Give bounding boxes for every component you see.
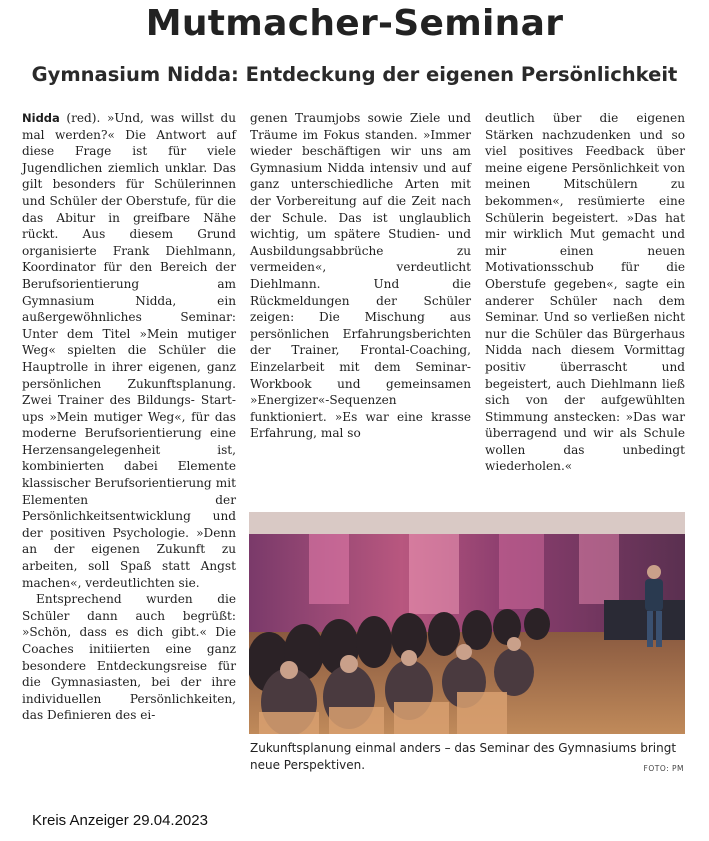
article-column-2 — [250, 110, 471, 442]
article-column-1 — [22, 110, 236, 750]
subheadline: Gymnasium Nidda: Entdeckung der eigenen Persönlichkeit — [31, 63, 678, 86]
article-paragraph: Entsprechend wurden die Schüler dann auch begrüßt: »Schön, dass es dich gibt.« Die Coaches initiierten eine ganz besondere Entdeckungsreise für die Gymnasiasten, bei der ihre individuellen Persönlichkeiten, das Definieren des ei- — [22, 592, 236, 723]
source-line: Kreis Anzeiger 29.04.2023 — [32, 812, 208, 829]
article-paragraph: deutlich über die eigenen Stärken nachzudenken und so viel positives Feedback über meine eigene Persönlichkeit von meinen Mitschülern zu bekommen«, resümierte eine Schülerin begeistert. »Das hat mir wirklich Mut gemacht und mir einen neuen Motivationsschub für die Oberstufe gegeben«, sagte ein anderer Schüler nach dem Seminar. Und so verließen nicht nur die Schüler das Bürgerhaus Nidda nach diesem Vormittag positiv überrascht und begeistert, auch Diehlmann ließ sich von der aufgewühlten Stimmung anstecken: »Das war überragend und wir als Schule wollen das unbedingt wiederholen.« — [485, 111, 685, 474]
dateline: Nidda — [22, 111, 60, 125]
photo-credit: FOTO: PM — [643, 764, 684, 773]
headline: Mutmacher-Seminar — [145, 3, 564, 44]
column-1-text: (red). »Und, was willst du mal werden?« Die Antwort auf diese Frage ist für viele Jugendlichen ziemlich unklar. Das gilt besonders für Schülerinnen und Schüler der Oberstufe, für die das Abitur in greifbare Nähe rückt. Aus diesem Grund organisierte Frank Diehlmann, Koordinator für den Bereich der Berufsorientierung am Gymnasium Nidda, ein außergewöhnliches Seminar: Unter dem Titel »Mein mutiger Weg« spielten die Schüler die Hauptrolle in ihrer eigenen, ganz persönlichen Zukunftsplanung. Zwei Trainer des Bildungs- Start-ups »Mein mutiger Weg«, für das moderne Berufsorientierung eine Herzensangelegenheit ist, kombinierten dabei Elemente klassischer Berufsorientierung mit Elementen der Persönlichkeitsentwicklung und der positiven Psychologie. »Denn an der eigenen Zukunft zu arbeiten, soll Spaß statt Angst machen«, verdeutlichten sie. — [22, 111, 236, 590]
seminar-photo — [249, 512, 685, 734]
photo-caption: Zukunftsplanung einmal anders – das Seminar des Gymnasiums bringt neue Perspektiven. — [250, 741, 677, 772]
article-column-3 — [485, 110, 685, 475]
article-paragraph — [22, 110, 236, 591]
seminar-photo-illustration — [249, 512, 685, 734]
article-paragraph: genen Traumjobs sowie Ziele und Träume im Fokus standen. »Immer wieder beschäftigen wir uns am Gymnasium Nidda intensiv und auf ganz unterschiedliche Arten mit der Vorbereitung auf die Zeit nach der Schule. Das ist unglaublich wichtig, um spätere Studien- und Ausbildungsabbrüche zu vermeiden«, verdeutlicht Diehlmann. Und die Rückmeldungen der Schüler zeigen: Die Mischung aus persönlichen Erfahrungsberichten der Trainer, Frontal-Coaching, Einzelarbeit mit dem Seminar-Workbook und gemeinsamen »Energizer«-Sequenzen funktioniert. »Es war eine krasse Erfahrung, mal so — [250, 111, 471, 441]
